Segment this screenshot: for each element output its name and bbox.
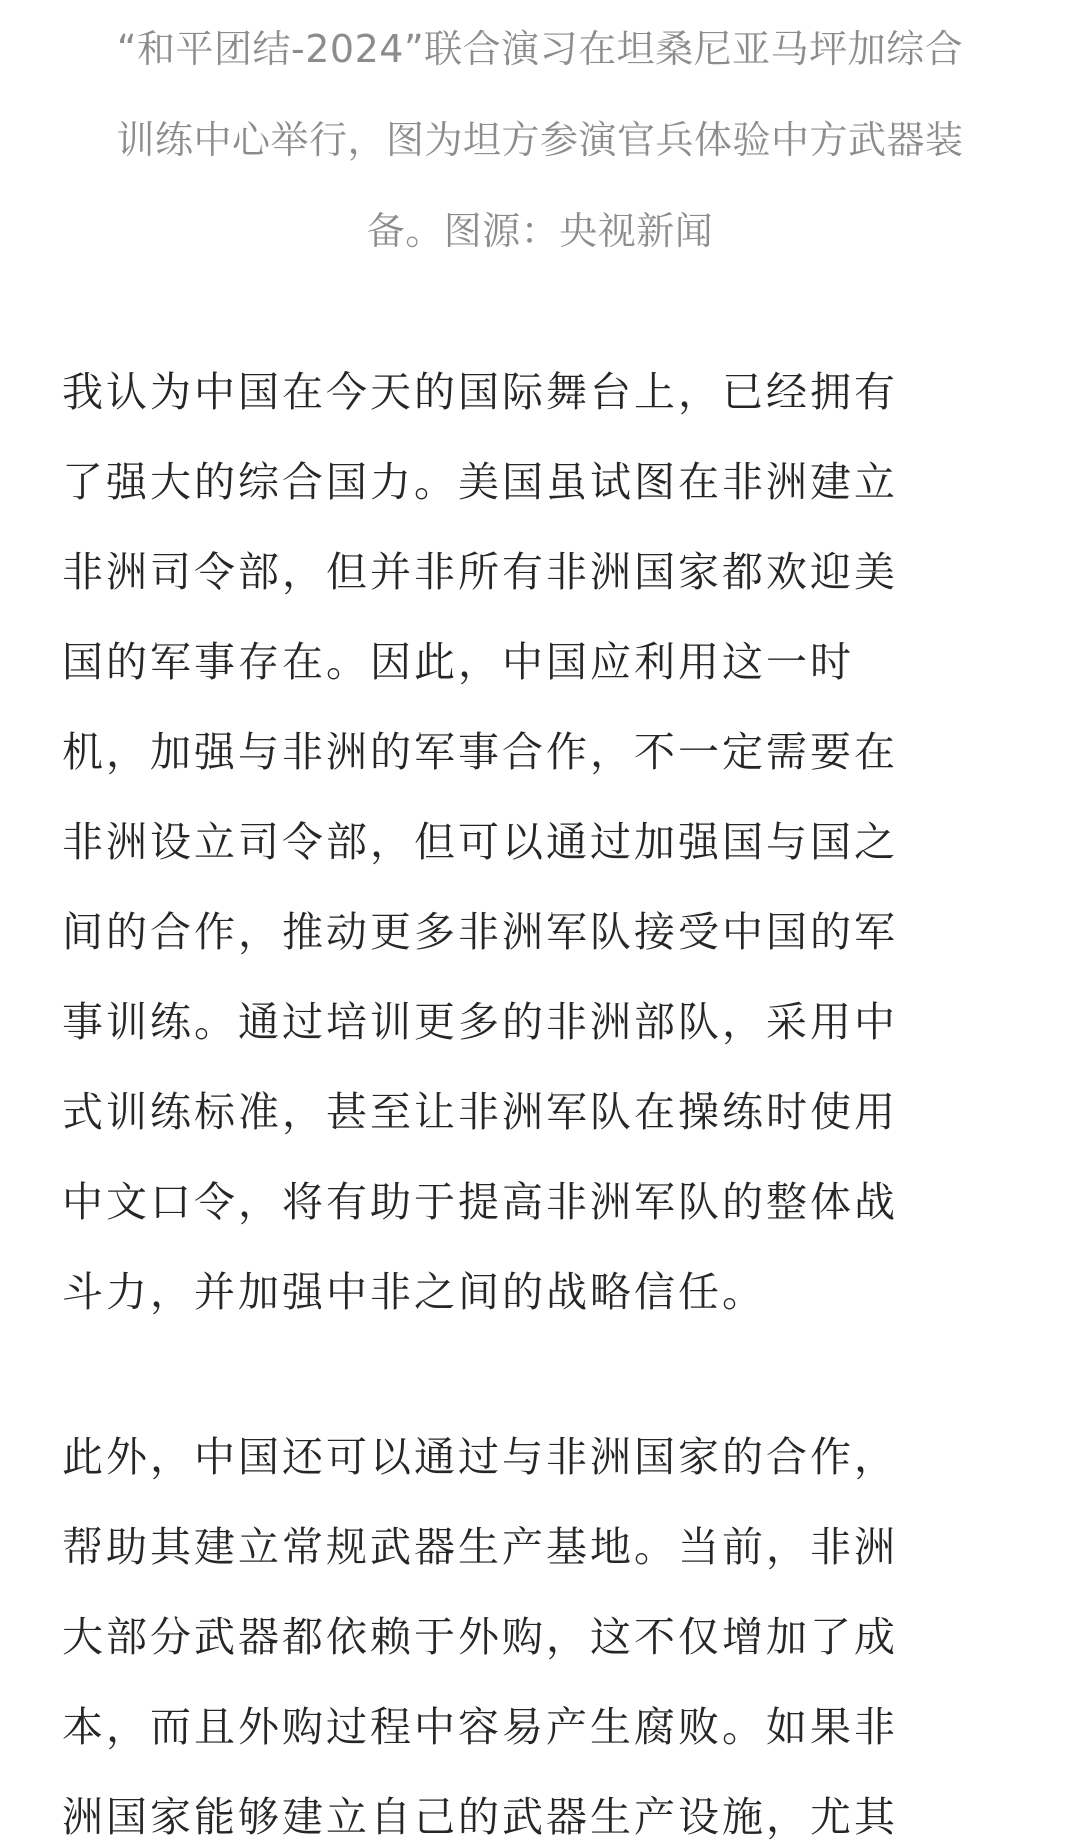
paragraph-line: 非洲司令部，但并非所有非洲国家都欢迎美 (62, 548, 898, 596)
caption-line: “和平团结-2024”联合演习在坦桑尼亚马坪加综合 (116, 27, 964, 71)
article-paragraph-2 (62, 1412, 1018, 1843)
paragraph-line: 斗力，并加强中非之间的战略信任。 (62, 1268, 766, 1316)
article-paragraph-1 (62, 347, 1018, 1337)
paragraph-line: 我认为中国在今天的国际舞台上，已经拥有 (62, 368, 898, 416)
paragraph-line: 事训练。通过培训更多的非洲部队，采用中 (62, 998, 898, 1046)
paragraph-line: 式训练标准，甚至让非洲军队在操练时使用 (62, 1088, 898, 1136)
paragraph-line: 中文口令，将有助于提高非洲军队的整体战 (62, 1178, 898, 1226)
paragraph-line: 非洲设立司令部，但可以通过加强国与国之 (62, 818, 898, 866)
paragraph-line: 此外，中国还可以通过与非洲国家的合作， (62, 1433, 898, 1481)
paragraph-line: 帮助其建立常规武器生产基地。当前，非洲 (62, 1523, 898, 1571)
paragraph-line: 国的军事存在。因此，中国应利用这一时 (62, 638, 854, 686)
paragraph-line: 洲国家能够建立自己的武器生产设施，尤其 (62, 1793, 898, 1841)
image-caption (62, 0, 1018, 277)
paragraph-line: 间的合作，推动更多非洲军队接受中国的军 (62, 908, 898, 956)
paragraph-line: 机，加强与非洲的军事合作，不一定需要在 (62, 728, 898, 776)
caption-line: 备。图源：央视新闻 (366, 209, 714, 253)
paragraph-line: 大部分武器都依赖于外购，这不仅增加了成 (62, 1613, 898, 1661)
caption-line: 训练中心举行，图为坦方参演官兵体验中方武器装 (116, 118, 964, 162)
paragraph-line: 了强大的综合国力。美国虽试图在非洲建立 (62, 458, 898, 506)
paragraph-line: 本，而且外购过程中容易产生腐败。如果非 (62, 1703, 898, 1751)
